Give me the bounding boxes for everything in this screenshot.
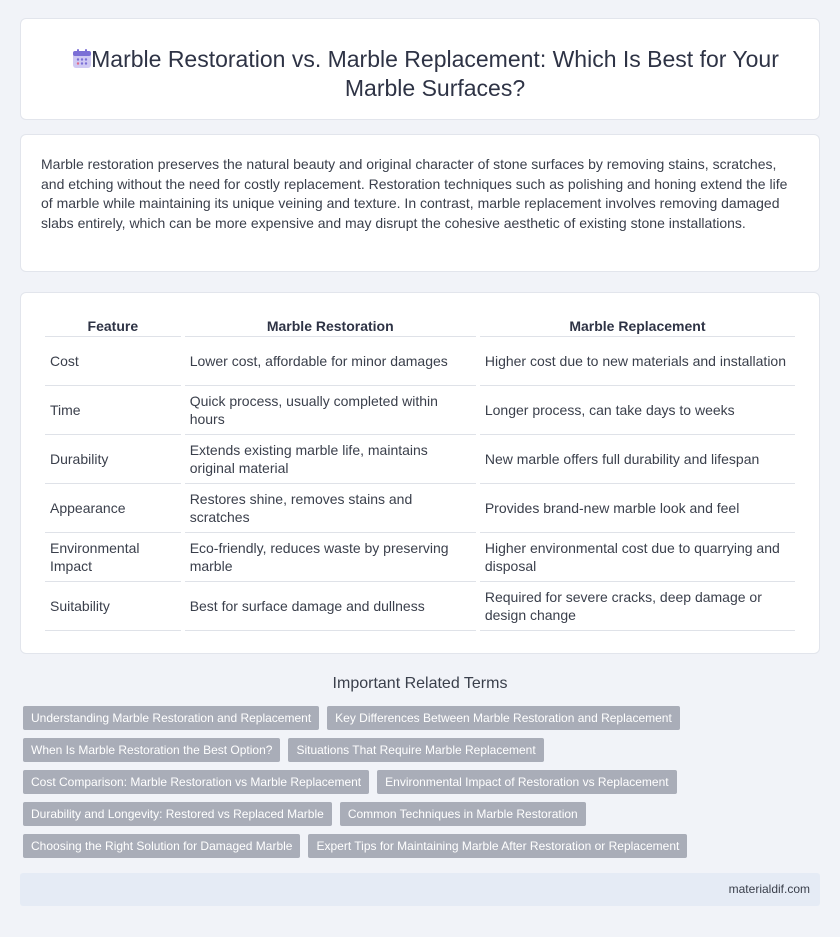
footer-bar xyxy=(20,873,820,906)
table-cell-replacement: Higher cost due to new materials and installation xyxy=(480,337,795,386)
table-cell-replacement: Provides brand-new marble look and feel xyxy=(480,484,795,533)
table-cell-feature: Durability xyxy=(45,435,181,484)
tag-row xyxy=(23,770,823,794)
table-header-row xyxy=(45,317,795,337)
footer-site-link[interactable]: materialdif.com xyxy=(728,882,810,896)
table-cell-feature: Environmental Impact xyxy=(45,533,181,582)
table-row xyxy=(45,435,795,484)
column-header-feature: Feature xyxy=(45,317,181,337)
column-header-restoration: Marble Restoration xyxy=(185,317,476,337)
related-term-tag[interactable]: When Is Marble Restoration the Best Option? xyxy=(23,738,280,762)
table-cell-restoration: Quick process, usually completed within hours xyxy=(185,386,476,435)
table-cell-replacement: Required for severe cracks, deep damage or design change xyxy=(480,582,795,631)
table-cell-feature: Appearance xyxy=(45,484,181,533)
tag-row xyxy=(23,834,823,858)
header-card xyxy=(20,18,820,120)
table-row xyxy=(45,484,795,533)
comparison-table xyxy=(41,317,799,631)
related-term-tag[interactable]: Expert Tips for Maintaining Marble After Restoration or Replacement xyxy=(308,834,687,858)
table-cell-replacement: New marble offers full durability and lifespan xyxy=(480,435,795,484)
related-term-tag[interactable]: Situations That Require Marble Replacement xyxy=(288,738,543,762)
table-cell-feature: Cost xyxy=(45,337,181,386)
table-cell-restoration: Restores shine, removes stains and scratches xyxy=(185,484,476,533)
table-row xyxy=(45,533,795,582)
table-cell-replacement: Higher environmental cost due to quarrying and disposal xyxy=(480,533,795,582)
tag-row xyxy=(23,802,823,826)
table-cell-restoration: Extends existing marble life, maintains original material xyxy=(185,435,476,484)
table-cell-replacement: Longer process, can take days to weeks xyxy=(480,386,795,435)
column-header-replacement: Marble Replacement xyxy=(480,317,795,337)
related-term-tag[interactable]: Environmental Impact of Restoration vs Replacement xyxy=(377,770,676,794)
table-row xyxy=(45,582,795,631)
intro-card xyxy=(20,134,820,272)
related-term-tag[interactable]: Durability and Longevity: Restored vs Replaced Marble xyxy=(23,802,332,826)
table-cell-feature: Time xyxy=(45,386,181,435)
intro-paragraph: Marble restoration preserves the natural beauty and original character of stone surfaces by removing stains, scratches, and etching without the need for costly replacement. Restoration techniques such as polishing and honing extend the life of marble while maintaining its unique veining and texture. In contrast, marble replacement involves removing damaged slabs entirely, which can be more expensive and may disrupt the cohesive aesthetic of existing stone installations. xyxy=(41,156,788,231)
related-term-tag[interactable]: Understanding Marble Restoration and Replacement xyxy=(23,706,319,730)
comparison-table-card xyxy=(20,292,820,654)
related-term-tag[interactable]: Common Techniques in Marble Restoration xyxy=(340,802,586,826)
table-row xyxy=(45,386,795,435)
related-term-tag[interactable]: Key Differences Between Marble Restoration and Replacement xyxy=(327,706,680,730)
table-cell-feature: Suitability xyxy=(45,582,181,631)
tag-row xyxy=(23,738,823,762)
table-cell-restoration: Lower cost, affordable for minor damages xyxy=(185,337,476,386)
table-row xyxy=(45,337,795,386)
page-title: Marble Restoration vs. Marble Replacement: Which Is Best for Your Marble Surfaces? xyxy=(91,46,779,101)
related-term-tag[interactable]: Choosing the Right Solution for Damaged Marble xyxy=(23,834,300,858)
related-term-tag[interactable]: Cost Comparison: Marble Restoration vs Marble Replacement xyxy=(23,770,369,794)
table-cell-restoration: Best for surface damage and dullness xyxy=(185,582,476,631)
tag-row xyxy=(23,706,823,730)
related-terms-list xyxy=(23,706,823,866)
related-terms-heading: Important Related Terms xyxy=(332,675,508,692)
table-cell-restoration: Eco-friendly, reduces waste by preserving marble xyxy=(185,533,476,582)
